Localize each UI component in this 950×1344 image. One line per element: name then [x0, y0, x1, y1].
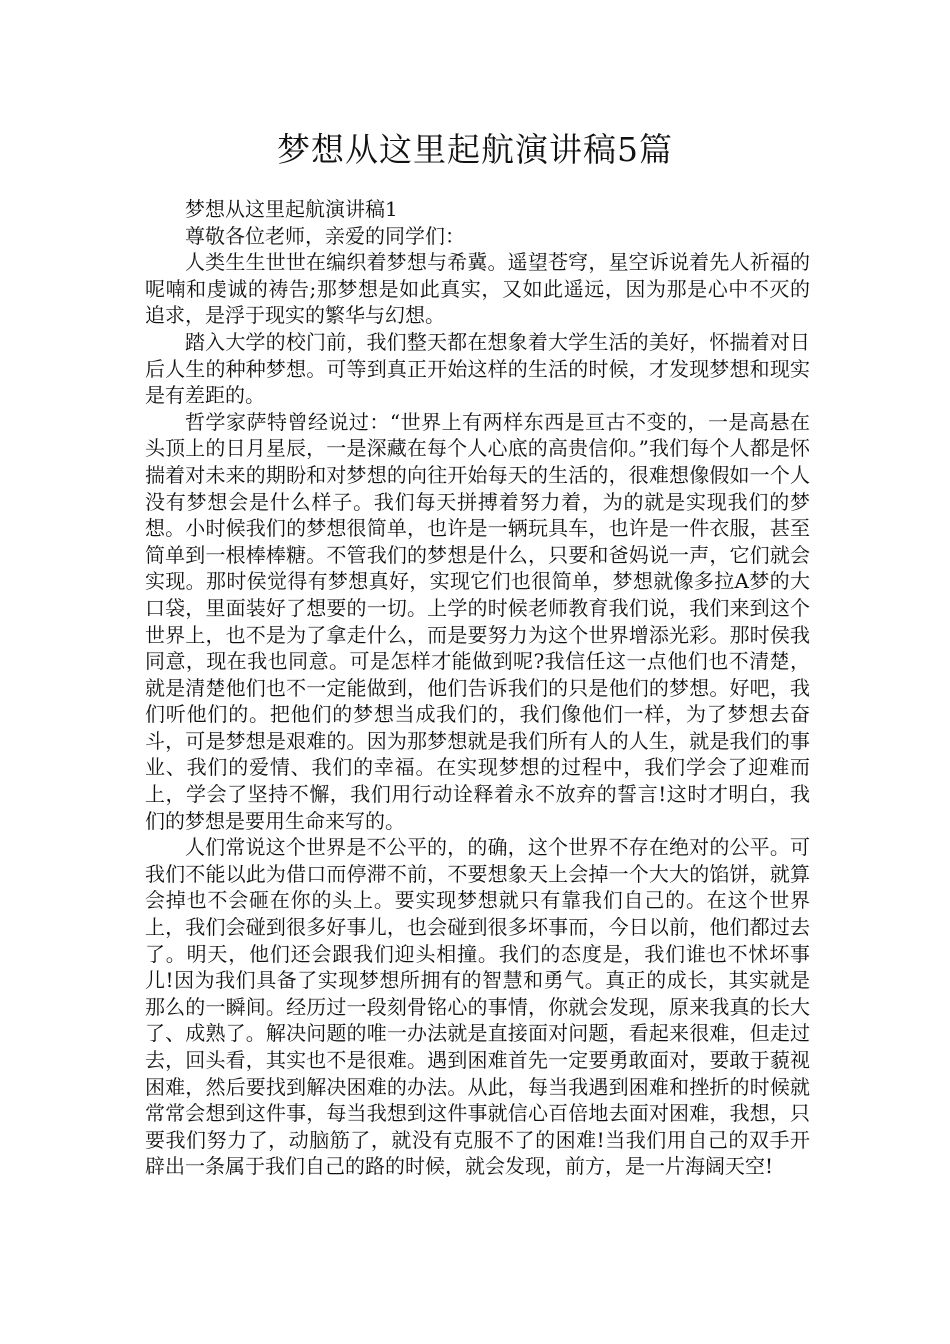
paragraph: 哲学家萨特曾经说过：“世界上有两样东西是亘古不变的，一是高悬在头顶上的日月星辰，一是深藏在每个人心底的高贵信仰。”我们每个人都是怀揣着对未来的期盼和对梦想的向往开始每天的生活的，很难想像假如一个人没有梦想会是什么样子。我们每天拼搏着努力着，为的就是实现我们的梦想。小时候我们的梦想很简单，也许是一辆玩具车，也许是一件衣服，甚至简单到一根棒棒糖。不管我们的梦想是什么，只要和爸妈说一声，它们就会实现。那时侯觉得有梦想真好，实现它们也很简单，梦想就像多拉A梦的大口袋，里面装好了想要的一切。上学的时候老师教育我们说，我们来到这个世界上，也不是为了拿走什么，而是要努力为这个世界增添光彩。那时侯我同意，现在我也同意。可是怎样才能做到呢?我信任这一点他们也不清楚，就是清楚他们也不一定能做到，他们告诉我们的只是他们的梦想。好吧，我们听他们的。把他们的梦想当成我们的，我们像他们一样，为了梦想去奋斗，可是梦想是艰难的。因为那梦想就是我们所有人的人生，就是我们的事业、我们的爱情、我们的幸福。在实现梦想的过程中，我们学会了迎难而上，学会了坚持不懈，我们用行动诠释着永不放弃的誓言!这时才明白，我们的梦想是要用生命来写的。 [145, 409, 810, 833]
paragraph: 人们常说这个世界是不公平的，的确，这个世界不存在绝对的公平。可我们不能以此为借口而停滞不前，不要想象天上会掉一个大大的馅饼，就算会掉也不会砸在你的头上。要实现梦想就只有靠我们自己的。在这个世界上，我们会碰到很多好事儿，也会碰到很多坏事而，今日以前，他们都过去了。明天，他们还会跟我们迎头相撞。我们的态度是，我们谁也不怵坏事儿!因为我们具备了实现梦想所拥有的智慧和勇气。真正的成长，其实就是那么的一瞬间。经历过一段刻骨铭心的事情，你就会发现，原来我真的长大了、成熟了。解决问题的唯一办法就是直接面对问题，看起来很难，但走过去，回头看，其实也不是很难。遇到困难首先一定要勇敢面对，要敢于藐视困难，然后要找到解决困难的办法。从此，每当我遇到困难和挫折的时候就常常会想到这件事，每当我想到这件事就信心百倍地去面对困难，我想，只要我们努力了，动脑筋了，就没有克服不了的困难!当我们用自己的双手开辟出一条属于我们自己的路的时候，就会发现，前方，是一片海阔天空! [145, 835, 810, 1179]
paragraph: 人类生生世世在编织着梦想与希冀。遥望苍穹，星空诉说着先人祈福的呢喃和虔诚的祷告;那梦想是如此真实，又如此遥远，因为那是心中不灭的追求，是浮于现实的繁华与幻想。 [145, 250, 810, 328]
paragraph: 踏入大学的校门前，我们整天都在想象着大学生活的美好，怀揣着对日后人生的种种梦想。可等到真正开始这样的生活的时候，才发现梦想和现实是有差距的。 [145, 329, 810, 408]
document-title: 梦想从这里起航演讲稿5篇 [277, 130, 673, 169]
section-heading: 梦想从这里起航演讲稿1 [185, 197, 398, 221]
document-body [145, 196, 810, 1180]
salutation: 尊敬各位老师，亲爱的同学们： [185, 223, 465, 248]
